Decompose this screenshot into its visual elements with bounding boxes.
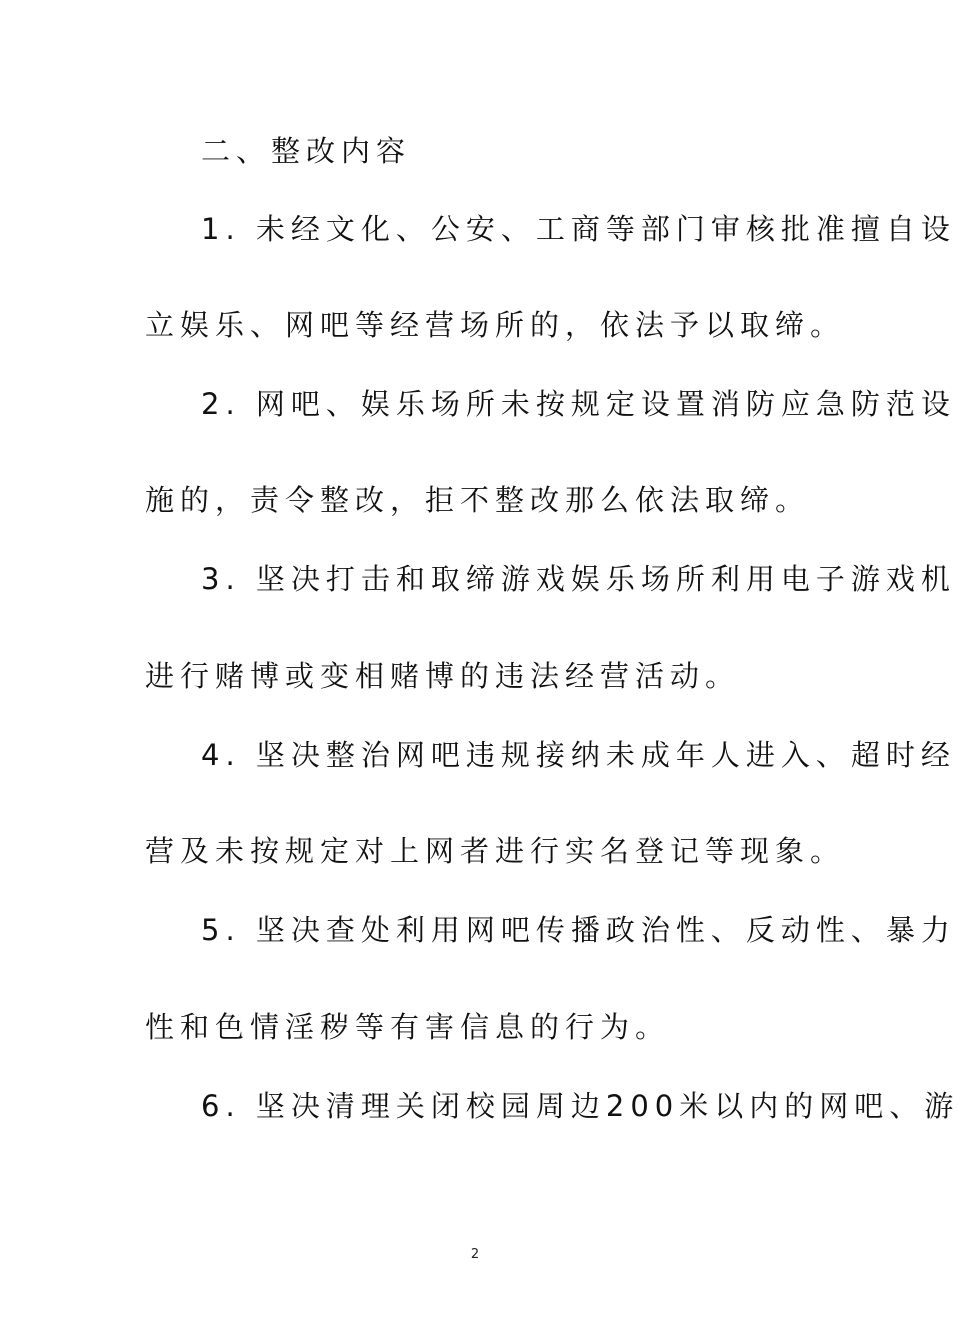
paragraph-5-line-2: 性和色情淫秽等有害信息的行为。 <box>145 1010 671 1044</box>
paragraph-4-line-2: 营及未按规定对上网者进行实名登记等现象。 <box>145 834 846 868</box>
section-heading: 二、整改内容 <box>201 134 412 168</box>
paragraph-1-line-2: 立娱乐、网吧等经营场所的，依法予以取缔。 <box>145 308 846 342</box>
paragraph-1-line-1: 1. 未经文化、公安、工商等部门审核批准擅自设 <box>201 212 956 246</box>
paragraph-3-line-1: 3. 坚决打击和取缔游戏娱乐场所利用电子游戏机 <box>201 562 956 596</box>
paragraph-2-line-1: 2. 网吧、娱乐场所未按规定设置消防应急防范设 <box>201 387 956 421</box>
paragraph-5-line-1: 5. 坚决查处利用网吧传播政治性、反动性、暴力 <box>201 913 956 947</box>
paragraph-2-line-2: 施的，责令整改，拒不整改那么依法取缔。 <box>145 483 811 517</box>
paragraph-3-line-2: 进行赌博或变相赌博的违法经营活动。 <box>145 659 741 693</box>
paragraph-4-line-1: 4. 坚决整治网吧违规接纳未成年人进入、超时经 <box>201 738 956 772</box>
paragraph-6-line-1: 6. 坚决清理关闭校园周边200米以内的网吧、游 <box>201 1089 959 1123</box>
page-number: 2 <box>470 1247 480 1262</box>
